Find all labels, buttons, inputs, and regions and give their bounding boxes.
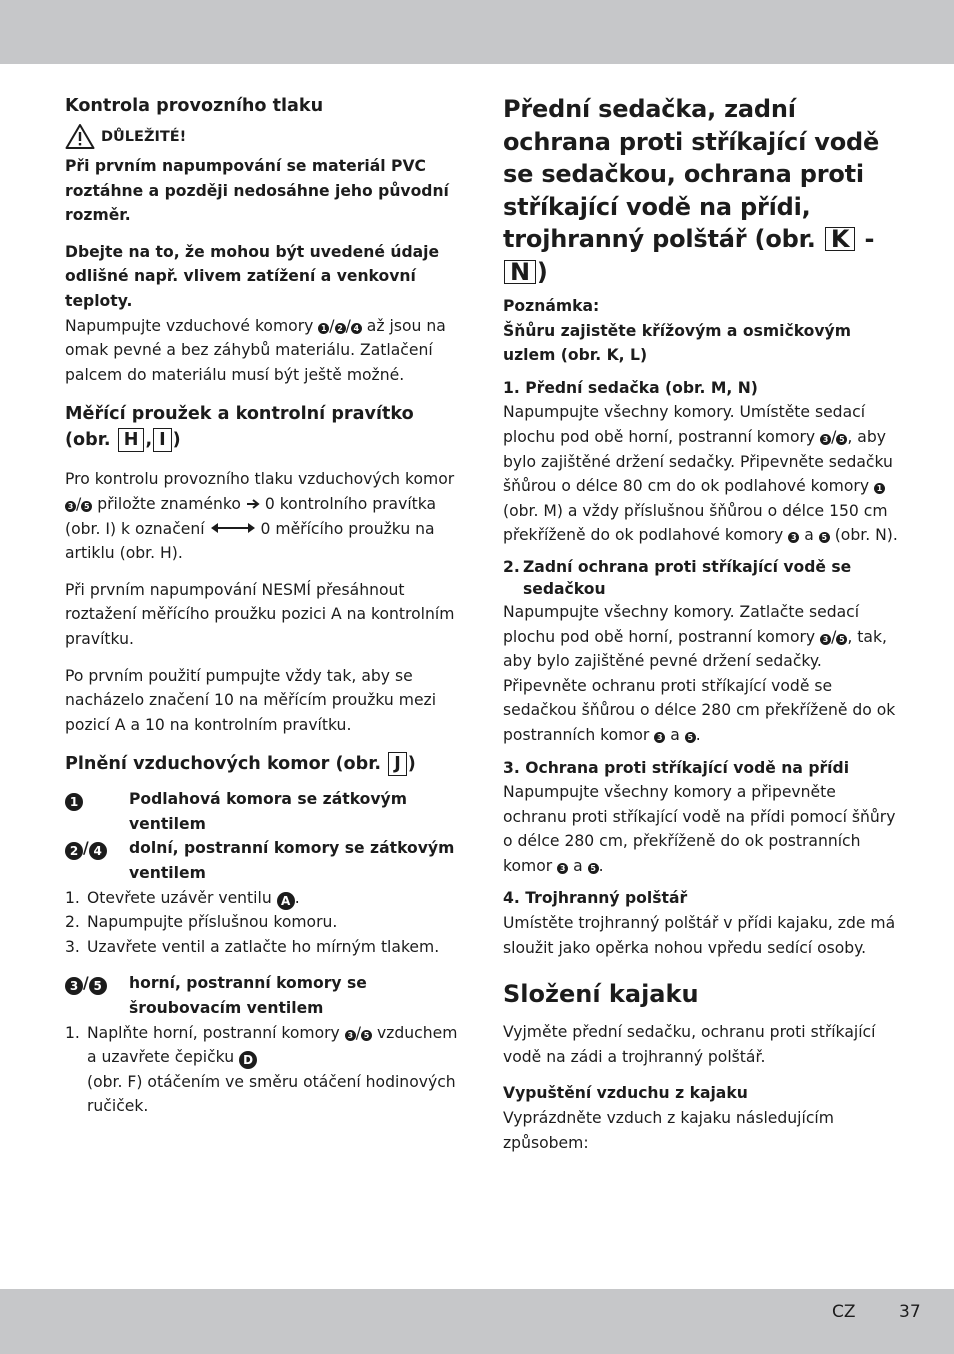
- chamber-1-icon: 1: [874, 483, 885, 494]
- subsection-cushion: 4. Trojhranný polštář: [503, 889, 688, 908]
- list-item: 1. Naplňte horní, postranní komory 3 / 5 vzduchem a uzavřete čepičku D (obr. F) otáčením ve směru otáčení hodinových ručiček.: [65, 1023, 458, 1116]
- figure-ref-i: I: [153, 428, 172, 452]
- valve-cap-a-icon: A: [277, 892, 295, 910]
- chamber-2-icon: 2: [65, 842, 83, 860]
- paragraph-front-seat: Napumpujte všechny komory. Umístěte sedací plochu pod obě horní, postranní komory 3 / 5 , aby bylo zajištěné držení sedačky. Připevněte sedačku šňůrou o délce 80 cm do ok podlahové komory 1 (obr. M) a vždy příslušnou šňůrou o délce 150 cm překříženě do ok podlahové komory 3 a 5 (obr. N).: [503, 403, 898, 545]
- chamber-5-icon: 5: [588, 863, 599, 874]
- list-item: 2. Napumpujte příslušnou komoru.: [65, 913, 338, 932]
- chamber-3-icon: 3: [654, 732, 665, 743]
- warning-notice: [65, 123, 460, 150]
- chamber-5-icon: 5: [836, 434, 847, 445]
- chamber-5-icon: 5: [685, 732, 696, 743]
- section-title-measuring: Měřící proužek a kontrolní pravítko (obr. H , I ): [65, 404, 414, 451]
- chamber-5-icon: 5: [836, 634, 847, 645]
- paragraph-measuring-1: Pro kontrolu provozního tlaku vzduchových komor 3 / 5 přiložte znaménko 0 kontrolního pravítka (obr. I) k označení 0 měřícího proužku na artiklu (obr. H).: [65, 470, 455, 563]
- warning-triangle-icon: [65, 123, 95, 150]
- subsection-deflate: Vypuštění vzduchu z kajaku: [503, 1084, 748, 1103]
- paragraph-deflate: Vyprázdněte vzduch z kajaku následujícím způsobem:: [503, 1109, 834, 1152]
- section-title-filling: Plnění vzduchových komor (obr. J ): [65, 754, 416, 775]
- paragraph-cushion: Umístěte trojhranný polštář v přídi kajaku, zde má sloužit jako opěrka nohou vpředu sedící osoby.: [503, 914, 896, 957]
- chamber-3-icon: 3: [788, 532, 799, 543]
- chamber-3-icon: 3: [820, 434, 831, 445]
- chamber-5-icon: 5: [361, 1030, 372, 1041]
- page-number: 37: [899, 1302, 921, 1322]
- note-label: Poznámka:: [503, 297, 600, 315]
- important-text-2: Dbejte na to, že mohou být uvedené údaje odlišné např. vlivem zatížení a venkovní teploty.: [65, 242, 440, 310]
- paragraph-measuring-2: Při prvním napumpování NESMÍ přesáhnout roztažení měřícího proužku pozici A na kontrolním pravítku.: [65, 580, 455, 648]
- figure-ref-n: N: [504, 260, 536, 284]
- chamber-3-icon: 3: [345, 1030, 356, 1041]
- bottom-band: [0, 1289, 954, 1354]
- right-column: [503, 93, 898, 1155]
- valve-cap-d-icon: D: [239, 1051, 257, 1069]
- paragraph-inflate: Napumpujte vzduchové komory 1 / 2 / 4 až jsou na omak pevné a bez záhybů materiálu. Zatlačení palcem do materiálu musí být ještě možné.: [65, 316, 446, 384]
- heading-folding: Složení kajaku: [503, 980, 699, 1009]
- warning-label: DŮLEŽITÉ!: [101, 128, 187, 145]
- chamber-5-icon: 5: [89, 977, 107, 995]
- chamber-4-icon: 4: [351, 323, 362, 334]
- chamber-3-icon: 3: [65, 977, 83, 995]
- note-text: Šňůru zajistěte křížovým a osmičkovým uzlem (obr. K, L): [503, 321, 851, 365]
- paragraph-folding: Vyjměte přední sedačku, ochranu proti stříkající vodě na zádi a trojhranný polštář.: [503, 1023, 876, 1066]
- subsection-front-seat: 1. Přední sedačka (obr. M, N): [503, 378, 758, 397]
- footer-language: CZ: [832, 1302, 856, 1322]
- double-arrow-icon: [210, 522, 256, 534]
- chamber-1-icon: 1: [65, 793, 83, 811]
- chamber-3-icon: 3: [820, 634, 831, 645]
- important-text-1: Při prvním napumpování se materiál PVC roztáhne a později nedosáhne jeho původní rozměr.: [65, 157, 449, 225]
- section-title-pressure: Kontrola provozního tlaku: [65, 96, 324, 116]
- steps-list-1: [65, 886, 460, 960]
- figure-ref-h: H: [118, 428, 145, 452]
- paragraph-bow-guard: Napumpujte všechny komory a připevněte ochranu proti stříkající vodě na přídi pomocí šňůry o délce 280 cm, překříženě do ok postranních komor 3 a 5 .: [503, 783, 896, 875]
- subsection-rear-guard: 2. Zadní ochrana proti stříkající vodě se sedačkou: [503, 557, 852, 598]
- chamber-5-icon: 5: [81, 501, 92, 512]
- steps-list-2: [65, 1021, 460, 1119]
- chamber-item-1: 1 Podlahová komora se zátkovým ventilem: [65, 787, 460, 836]
- chamber-1-icon: 1: [318, 323, 329, 334]
- chamber-3-icon: 3: [557, 863, 568, 874]
- paragraph-measuring-3: Po prvním použití pumpujte vždy tak, aby se nacházelo značení 10 na měřícím proužku mezi pozicí A a 10 na kontrolním pravítku.: [65, 666, 437, 734]
- list-item: 1. Otevřete uzávěr ventilu A .: [65, 888, 300, 908]
- subsection-bow-guard: 3. Ochrana proti stříkající vodě na přídi: [503, 758, 850, 777]
- left-column: [65, 93, 460, 1119]
- chamber-2-icon: 2: [335, 323, 346, 334]
- chamber-5-icon: 5: [819, 532, 830, 543]
- figure-ref-k: K: [825, 227, 855, 251]
- chamber-4-icon: 4: [89, 842, 107, 860]
- main-heading: Přední sedačka, zadní ochrana proti stříkající vodě se sedačkou, ochrana proti stříkající vodě na přídi, trojhranný polštář (obr. K - N ): [503, 95, 880, 286]
- paragraph-rear-guard: Napumpujte všechny komory. Zatlačte sedací plochu pod obě horní, postranní komory 3 / 5 , tak, aby bylo zajištěné pevné držení sedačky. Připevněte ochranu proti stříkající vodě se sedačkou šňůrou o délce 280 cm překříženě do ok postranních komor 3 a 5 .: [503, 602, 896, 744]
- chamber-3-icon: 3: [65, 501, 76, 512]
- figure-ref-j: J: [388, 752, 407, 776]
- top-band: [0, 0, 954, 64]
- chamber-item-3-5: 3 / 5 horní, postranní komory se šroubovacím ventilem: [65, 971, 460, 1020]
- arrow-right-icon: [246, 498, 260, 510]
- list-item: 3. Uzavřete ventil a zatlačte ho mírným tlakem.: [65, 937, 440, 956]
- chamber-item-2-4: 2 / 4 dolní, postranní komory se zátkovým ventilem: [65, 836, 460, 885]
